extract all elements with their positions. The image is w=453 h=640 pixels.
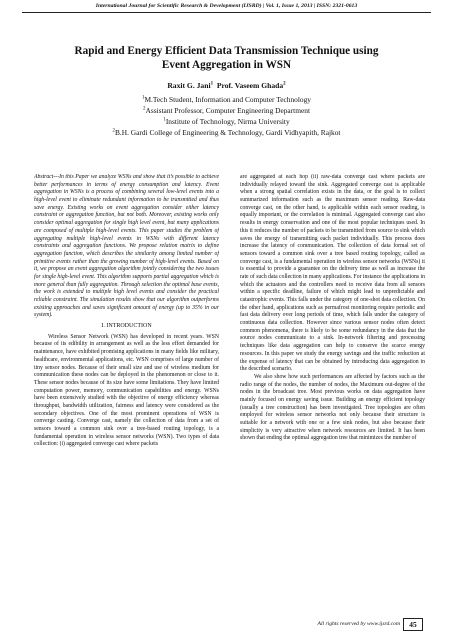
page-number: 45 (403, 618, 423, 631)
affiliation-1 (30, 95, 423, 104)
affiliation-mark: 2 (112, 128, 115, 134)
author-name-2: Prof. Vaseem Ghada (216, 81, 284, 90)
abstract (34, 174, 219, 320)
paper-title: Rapid and Energy Efficient Data Transmission Technique using Event Aggregation in WSN (74, 45, 379, 71)
affiliation-mark: 1 (163, 117, 166, 123)
left-column (34, 174, 219, 606)
intro-paragraph: Wireless Sensor Network (WSN) has developed in recent years. WSN because of its edibility in arrangement as well as the less effort demanded for maintenance, have exhibited promising applications in many fields like military, healthcare, environmental applications, etc. WSN comprises of large number of tiny sensor nodes. Because of their small size and use of wireless medium for communication these nodes can be deployed in the phenomenon or close to it. These sensor nodes because of its size have some limitations. They have limited computation power, memory, communication capabilities and energy. WSNs have been extensively studied with the objective of energy efficiency whereas throughput, bandwidth utilization, fairness and latency were considered as the secondary objectives. One of the most prominent operations of WSN is converge casting. Converge cast, namely the collection of data from a set of sensors toward a common sink over a tree-based routing topology, is a fundamental operation in wireless sensor networks (WSN). Two types of data collection: (i) aggregated converge cast where packets (34, 333, 219, 448)
section-heading-introduction: I. INTRODUCTION (101, 323, 152, 330)
abstract-text: In this Paper we analyze WSNs and show that it’s possible to achieve better performances in terms of energy consumption and latency. Event aggregation in WSNs is a process of combining several low-level events into a high-level event to eliminate redundant information to be transmitted and thus save energy. Existing works on event aggregation consider either latency constraint or aggregation function, but not both. Moreover, existing works only consider optimal aggregation for single high level event, but many applications are composed of multiple high-level events. This paper studies the problem of aggregating multiple high-level events in WSNs with different latency constraints and aggregation functions. We propose relation matrix to define aggregation function, which describes the similarity among limited number of primitive events rather than the growing number of high-level events. Based on it, we propose an event aggregation algorithm jointly considering the two issues for single high-level event. This algorithm supports partial aggregation which is more general than fully aggregation. Through selection the optimal base events, the work is extended to multiple high level events and consider the practical reliable constraint. The simulation results show that our algorithm outperforms existing approaches and saves significant amount of energy (up to 35% in our system). (34, 174, 219, 319)
body-paragraph-2: We also show how such performances are affected by factors such as the radio range of the nodes, the number of nodes, the Maximum out-degree of the nodes in the broadcast tree. Most previous works on data aggregation have mainly focused on energy saving issue. Building an energy efficient topology (usually a tree construction) has been investigated. Tree topologies are often employed for wireless sensor networks not only because their structure is suitable for a network with one or a few sink nodes, but also because their simplicity is very attractive when network resources are limited. It has been shown that ending the optimal aggregation tree that minimizes the number of (240, 373, 425, 442)
body-paragraph-1: are aggregated at each hop (ii) raw-data converge cast where packets are individually relayed toward the sink. Aggregated converge cast is applicable when a strong spatial correlation exists in the data, or the goal is to collect summarized information such as the maximum sensor reading. Raw-data converge cast, on the other hand, is applicable within each sensor reading, is equally important, or the correlation is minimal. Aggregated converge cast also results in energy conservation and one of the most popular techniques used. In this it reduces the number of packets to be transmitted from source to sink which saves the energy of transmitting each packet individually. This process does increase the latency of communication. The collection of data formal set of sensors toward a common sink over a tree based routing topology, called as converge cast, is a fundamental operation in wireless sensor networks (WSNs) it is essential to provide a guarantee on the delivery time as well as increase the rate of such data collection in many applications. For instance the applications in which the actuators and the controllers need to receive data from all sensors within a specific deadline, failure of which might lead to unpredictable and catastrophic events. This falls under the category of one-shot data collection. On the other hand, applications such as permafrost monitoring require periodic and fast data delivery over long periods of time, which falls under the category of continuous data collection. However since various sensor nodes often detect common phenomena, there is likely to be some redundancy in the data that the source nodes communicate to a sink. In-network filtering and processing techniques like data aggregation can help to conserve the scarce energy resources. In this paper we study the energy savings and the traffic reduction at the expense of latency that can be obtained by introducing data aggregation in the described scenario. (240, 174, 425, 373)
abstract-label: Abstract--- (34, 174, 60, 180)
affiliation-mark: 2 (142, 106, 146, 112)
header-rule (22, 12, 431, 13)
affiliation-text: M.Tech Student, Information and Computer Technology (144, 95, 312, 104)
author-name-1: Raxit G. Jani (167, 81, 211, 90)
affiliation-text: Assistant Professor, Computer Engineering Department (145, 106, 311, 115)
right-column (240, 174, 425, 606)
journal-header: International Journal for Scientific Research & Development (IJSRD) | Vol. 1, Issue 1, 2013 | ISSN: 2321-0613 (95, 3, 358, 9)
affiliation-text: B.H. Gardi College of Engineering & Technology, Gardi Vidhyapith, Rajkot (114, 128, 341, 137)
author-mark-1: 1 (210, 81, 214, 87)
affiliation-3 (30, 117, 423, 126)
affiliation-text: Institute of Technology, Nirma University (165, 117, 290, 126)
affiliation-mark: 1 (141, 95, 145, 101)
author-mark-2: 2 (283, 81, 286, 87)
author-line (40, 81, 413, 90)
affiliation-4 (30, 128, 423, 137)
affiliation-2 (30, 106, 423, 115)
footer-rights: All rights reserved by www.ijsrd.com (317, 621, 400, 627)
